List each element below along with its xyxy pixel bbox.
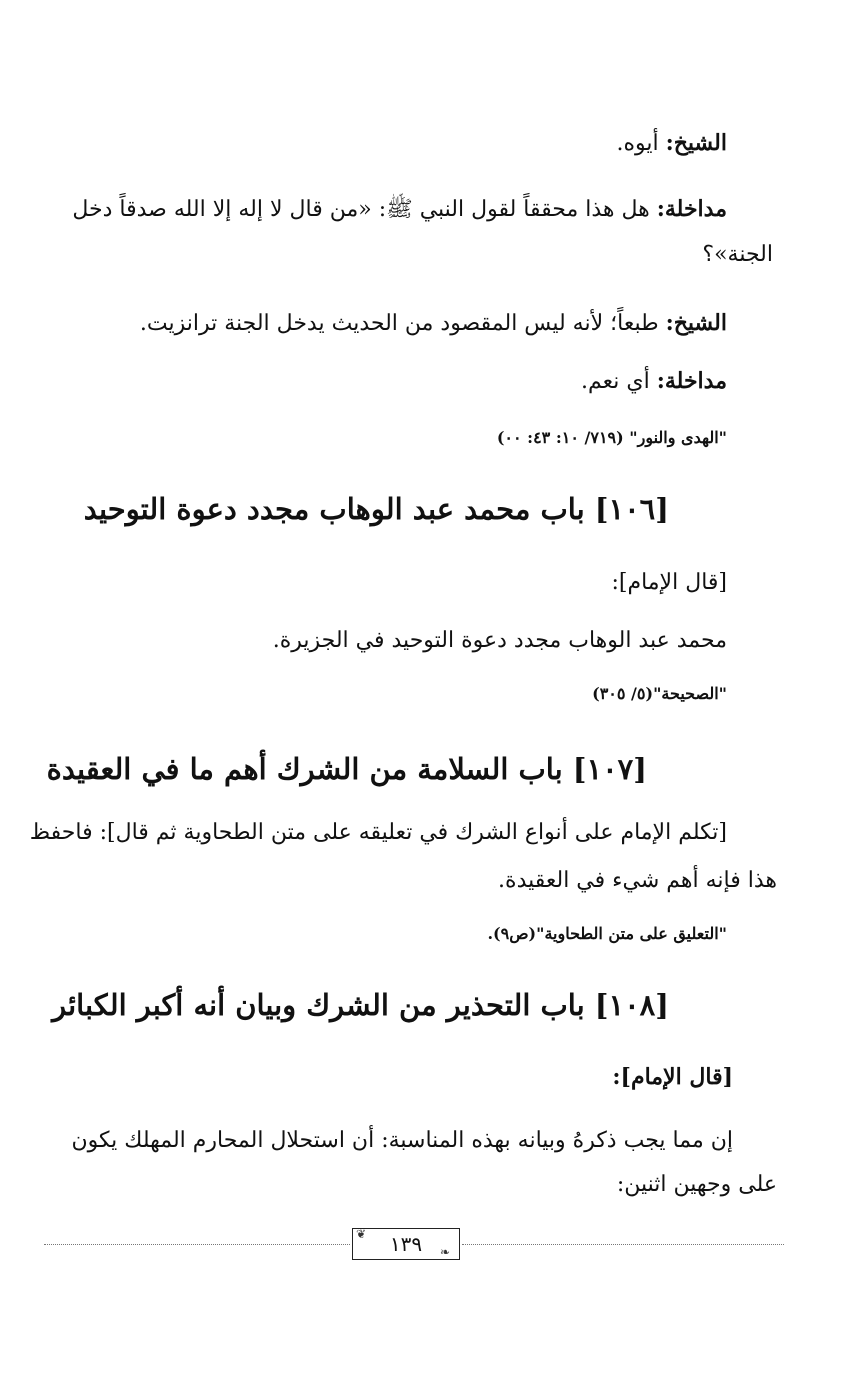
speaker-label: مداخلة: [656, 368, 727, 394]
source-citation-3: "التعليق على متن الطحاوية"(ص٩). [487, 924, 727, 943]
dialogue-text: طبعاً؛ لأنه ليس المقصود من الحديث يدخل الجنة ترانزيت. [139, 311, 666, 336]
footer-rule-right [462, 1244, 784, 1245]
dialogue-text: أيوه. [616, 131, 666, 156]
source-citation-1: "الهدى والنور" (٧١٩/ ١٠: ٤٣: ٠٠) [496, 428, 727, 447]
chapter-heading-107: [١٠٧] باب السلامة من الشرك أهم ما في العقيدة [46, 752, 647, 786]
source-citation-2: "الصحيحة"(٥/ ٣٠٥) [592, 684, 727, 703]
dialogue-sheikh-1 [616, 126, 727, 161]
paragraph-wahhab: محمد عبد الوهاب مجدد دعوة التوحيد في الجزيرة. [272, 628, 727, 653]
dialogue-text-line1: هل هذا محققاً لقول النبي ﷺ: «من قال لا إله إلا الله صدقاً دخل [72, 197, 657, 222]
paragraph-shirk-line1: [تكلم الإمام على أنواع الشرك في تعليقه على متن الطحاوية ثم قال]: فاحفظ [29, 820, 727, 845]
speaker-label: الشيخ: [665, 130, 727, 156]
dialogue-intervention-1-line2: الجنة»؟ [702, 242, 773, 267]
corner-ornament-icon: ❧ [440, 1245, 451, 1259]
chapter-heading-108: [١٠٨] باب التحذير من الشرك وبيان أنه أكبر الكبائر [52, 988, 669, 1022]
footer-rule-left [44, 1244, 350, 1245]
dialogue-intervention-2 [581, 364, 727, 399]
paragraph-shirk-line2: هذا فإنه أهم شيء في العقيدة. [498, 868, 777, 893]
speaker-label: الشيخ: [665, 310, 727, 336]
paragraph-istihlal-line2: على وجهين اثنين: [616, 1172, 777, 1197]
page-number: ١٣٩ [389, 1232, 423, 1256]
corner-ornament-icon: ❦ [356, 1227, 367, 1241]
chapter-heading-106: [١٠٦] باب محمد عبد الوهاب مجدد دعوة التوحيد [83, 492, 669, 526]
dialogue-text: أي نعم. [581, 369, 657, 394]
paragraph-istihlal-line1: إن مما يجب ذكرهُ وبيانه بهذه المناسبة: أن استحلال المحارم المهلك يكون [71, 1128, 733, 1153]
dialogue-sheikh-2 [140, 306, 727, 341]
speaker-label: مداخلة: [656, 196, 727, 222]
imam-said-label-1: [قال الإمام]: [611, 570, 727, 595]
imam-said-label-2: [قال الإمام]: [612, 1064, 733, 1090]
dialogue-intervention-1 [72, 192, 727, 227]
